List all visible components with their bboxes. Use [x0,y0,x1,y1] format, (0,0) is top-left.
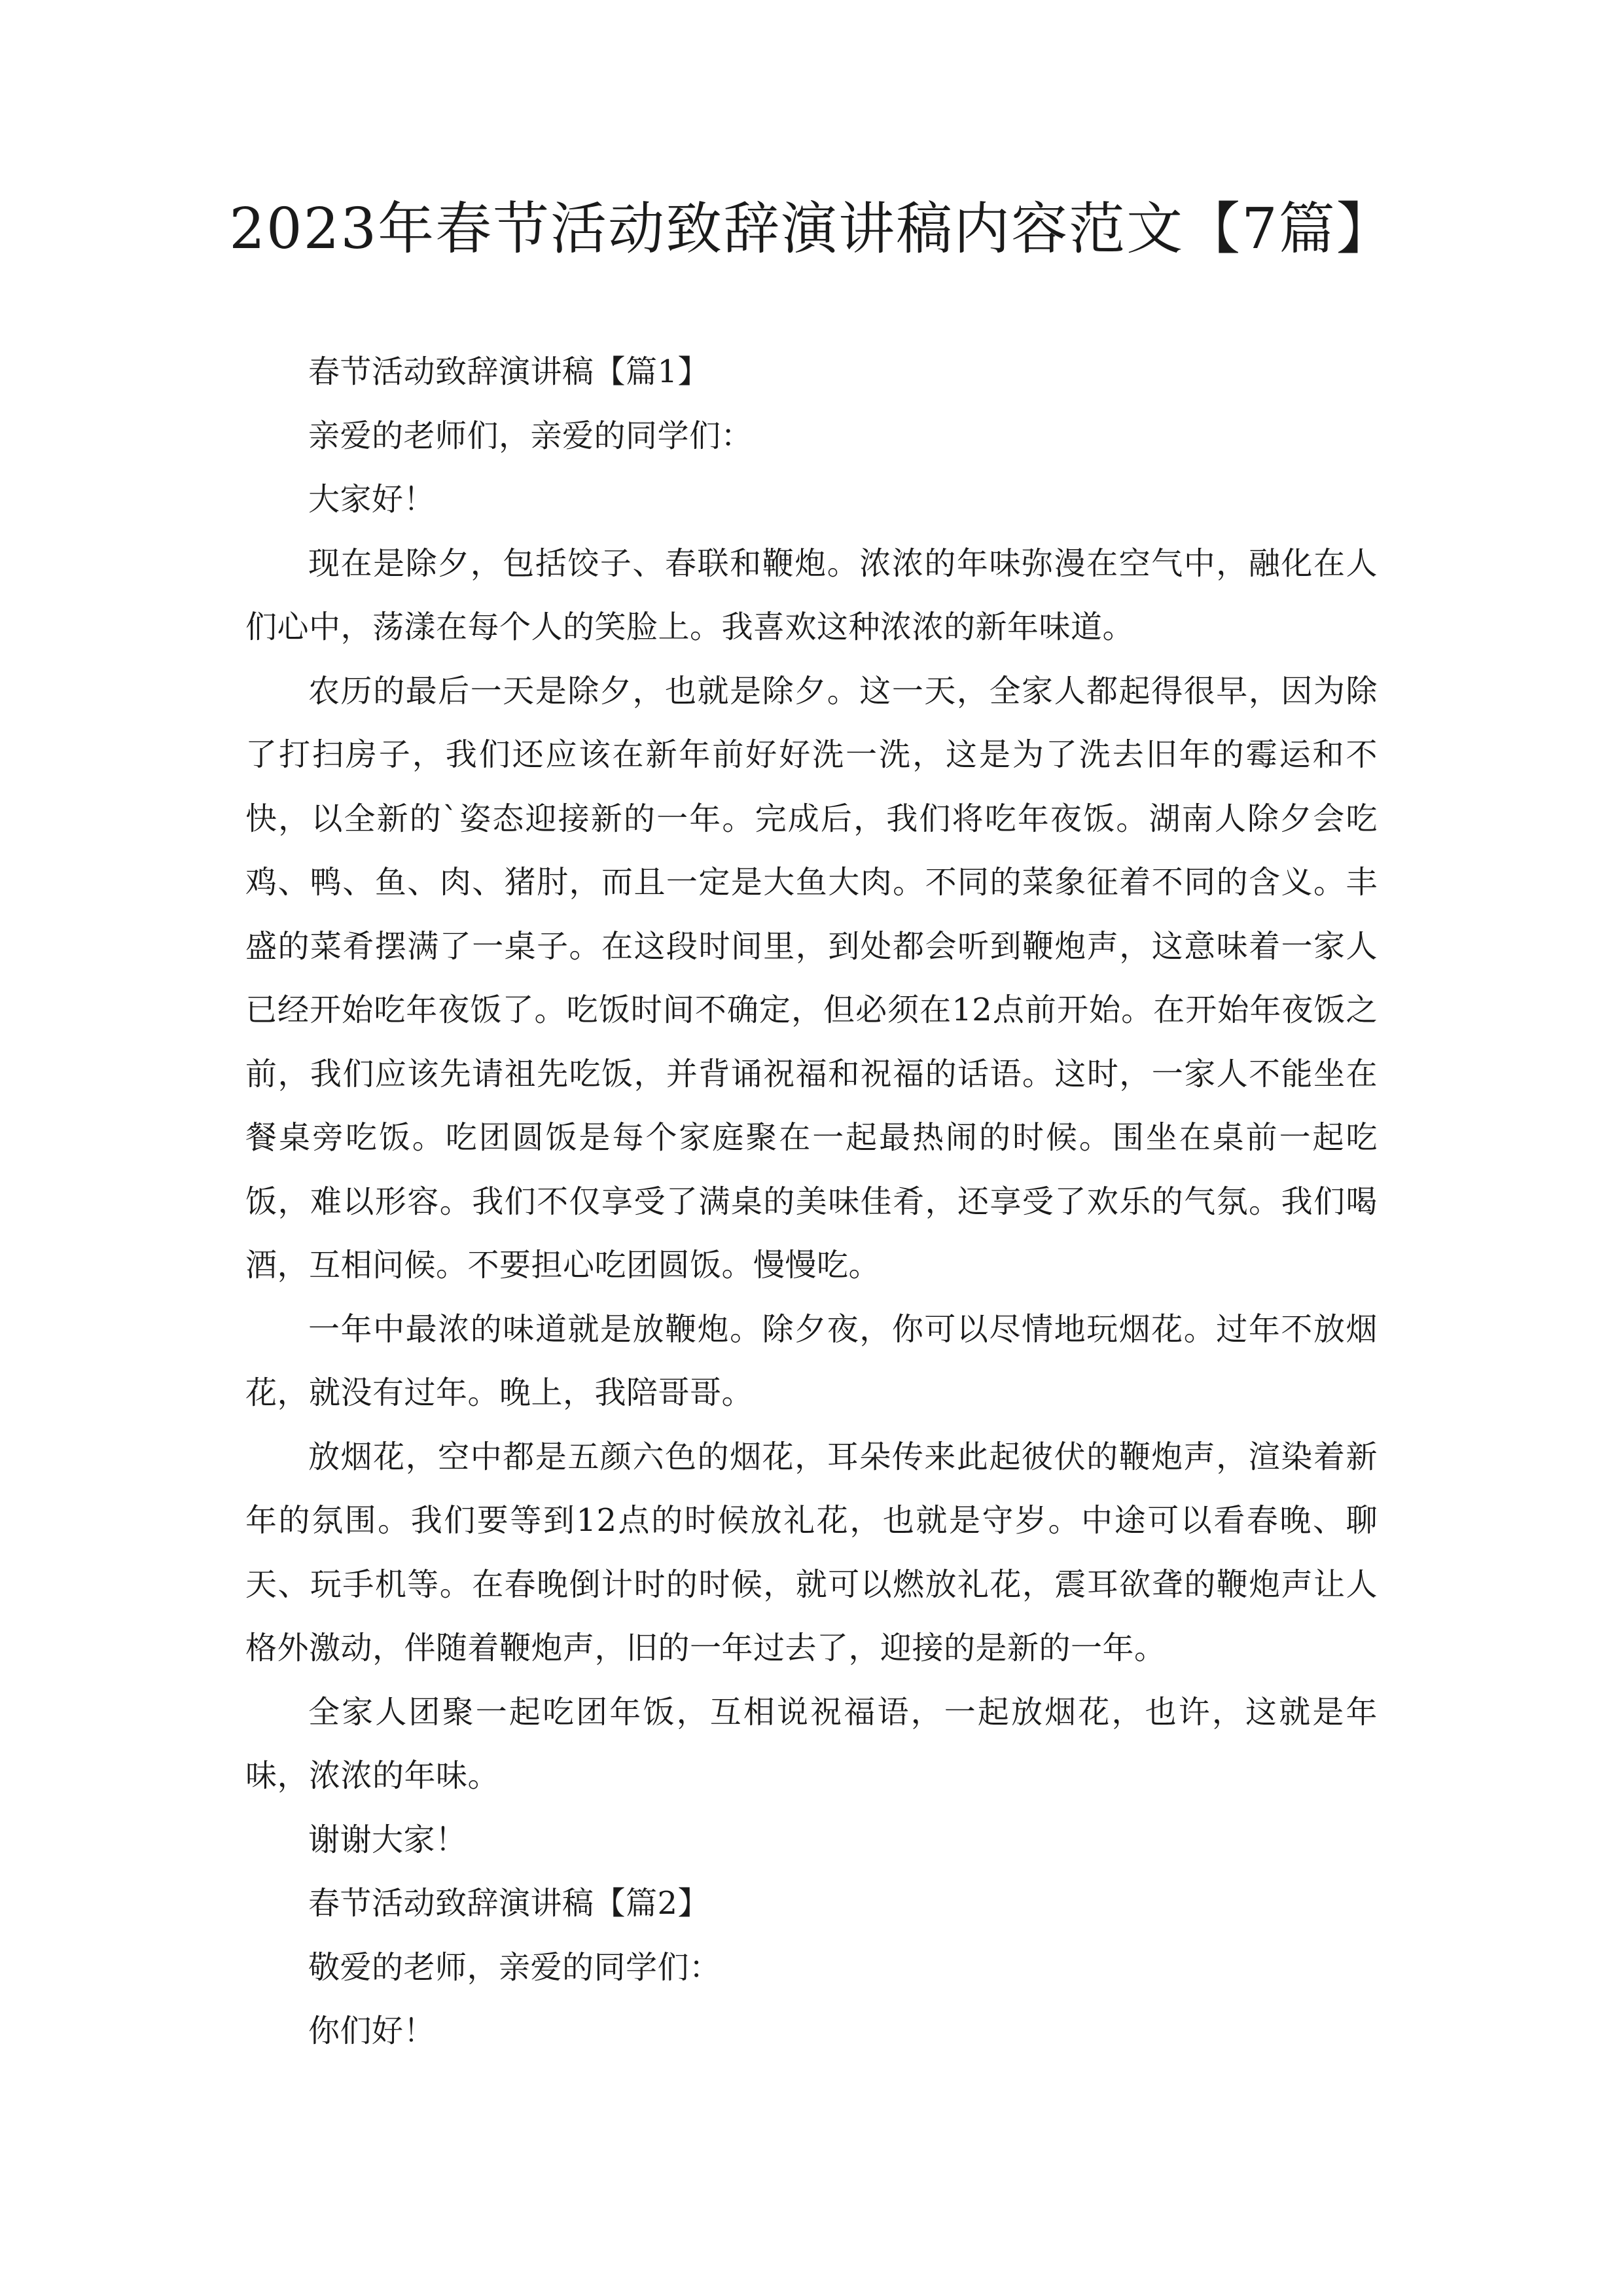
body-paragraph: 现在是除夕，包括饺子、春联和鞭炮。浓浓的年味弥漫在空气中，融化在人们心中，荡漾在每个人的笑脸上。我喜欢这种浓浓的新年味道。 [245,545,1378,645]
section-heading-2: 春节活动致辞演讲稿【篇2】 [308,1885,710,1922]
salutation: 亲爱的老师们，亲爱的同学们： [308,417,753,454]
body-paragraph: 农历的最后一天是除夕，也就是除夕。这一天，全家人都起得很早，因为除了打扫房子，我们还应该在新年前好好洗一洗，这是为了洗去旧年的霉运和不快，以全新的`姿态迎接新的一年。完成后，我们将吃年夜饭。湖南人除夕会吃鸡、鸭、鱼、肉、猪肘，而且一定是大鱼大肉。不同的菜象征着不同的含义。丰盛的菜肴摆满了一桌子。在这段时间里，到处都会听到鞭炮声，这意味着一家人已经开始吃年夜饭了。吃饭时间不确定，但必须在12点前开始。在开始年夜饭之前，我们应该先请祖先吃饭，并背诵祝福和祝福的话语。这时，一家人不能坐在餐桌旁吃饭。吃团圆饭是每个家庭聚在一起最热闹的时候。围坐在桌前一起吃饭，难以形容。我们不仅享受了满桌的美味佳肴，还享受了欢乐的气氛。我们喝酒，互相问候。不要担心吃团圆饭。慢慢吃。 [245,672,1378,1283]
salutation: 敬爱的老师，亲爱的同学们： [308,1948,721,1986]
section-heading-1: 春节活动致辞演讲稿【篇1】 [308,353,710,390]
document-body [245,340,1378,2064]
document-title: 2023年春节活动致辞演讲稿内容范文【7篇】 [229,196,1394,262]
closing-thanks: 谢谢大家！ [308,1821,467,1858]
body-paragraph: 全家人团聚一起吃团年饭，互相说祝福语，一起放烟花，也许，这就是年味，浓浓的年味。 [245,1693,1378,1794]
greeting: 你们好！ [308,2013,436,2049]
body-paragraph: 放烟花，空中都是五颜六色的烟花，耳朵传来此起彼伏的鞭炮声，渲染着新年的氛围。我们要等到12点的时候放礼花，也就是守岁。中途可以看春晚、聊天、玩手机等。在春晚倒计时的时候，就可以燃放礼花，震耳欲聋的鞭炮声让人格外激动，伴随着鞭炮声，旧的一年过去了，迎接的是新的一年。 [245,1438,1378,1666]
greeting: 大家好！ [308,481,436,518]
body-paragraph: 一年中最浓的味道就是放鞭炮。除夕夜，你可以尽情地玩烟花。过年不放烟花，就没有过年。晚上，我陪哥哥。 [245,1310,1378,1411]
